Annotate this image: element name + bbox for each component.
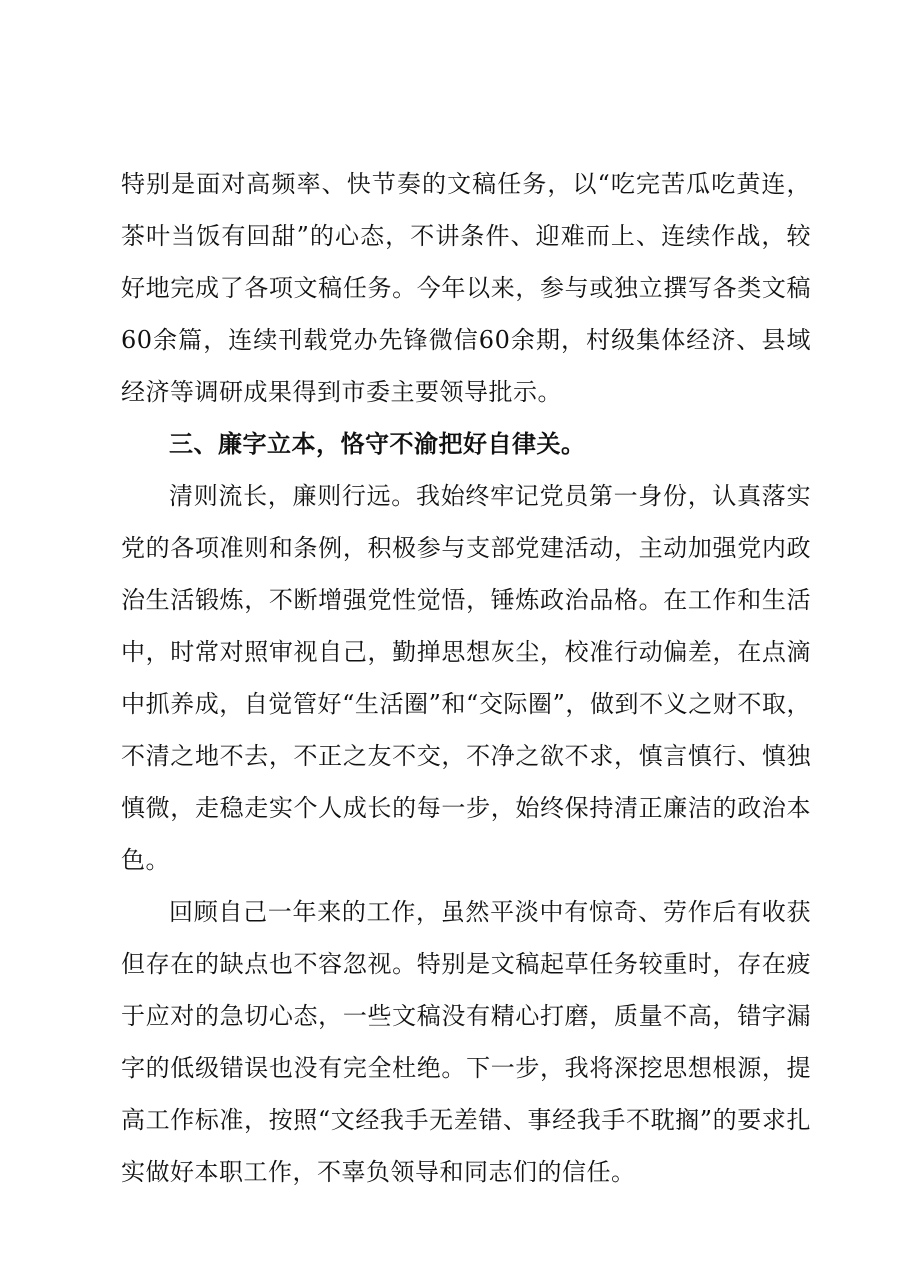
document-body bbox=[121, 158, 811, 1198]
section-heading: 三、廉字立本，恪守不渝把好自律关。 bbox=[169, 430, 586, 458]
paragraph-integrity: 清则流长，廉则行远。我始终牢记党员第一身份，认真落实党的各项准则和条例，积极参与支部党建活动，主动加强党内政治生活锻炼，不断增强党性觉悟，锤炼政治品格。在工作和生活中，时常对照审视自己，勤掸思想灰尘，校准行动偏差，在点滴中抓养成，自觉管好“生活圈”和“交际圈”，做到不义之财不取，不清之地不去，不正之友不交，不净之欲不求，慎言慎行、慎独慎微，走稳走实个人成长的每一步，始终保持清正廉洁的政治本色。 bbox=[121, 482, 811, 874]
paragraph-continued: 特别是面对高频率、快节奏的文稿任务，以“吃完苦瓜吃黄连，茶叶当饭有回甜”的心态，不讲条件、迎难而上、连续作战，较好地完成了各项文稿任务。今年以来，参与或独立撰写各类文稿60余篇，连续刊载党办先锋微信60余期，村级集体经济、县域经济等调研成果得到市委主要领导批示。 bbox=[121, 170, 811, 406]
paragraph-review: 回顾自己一年来的工作，虽然平淡中有惊奇、劳作后有收获但存在的缺点也不容忽视。特别是文稿起草任务较重时，存在疲于应对的急切心态，一些文稿没有精心打磨，质量不高，错字漏字的低级错误也没有完全杜绝。下一步，我将深挖思想根源，提高工作标准，按照“文经我手无差错、事经我手不耽搁”的要求扎实做好本职工作，不辜负领导和同志们的信任。 bbox=[121, 898, 811, 1186]
